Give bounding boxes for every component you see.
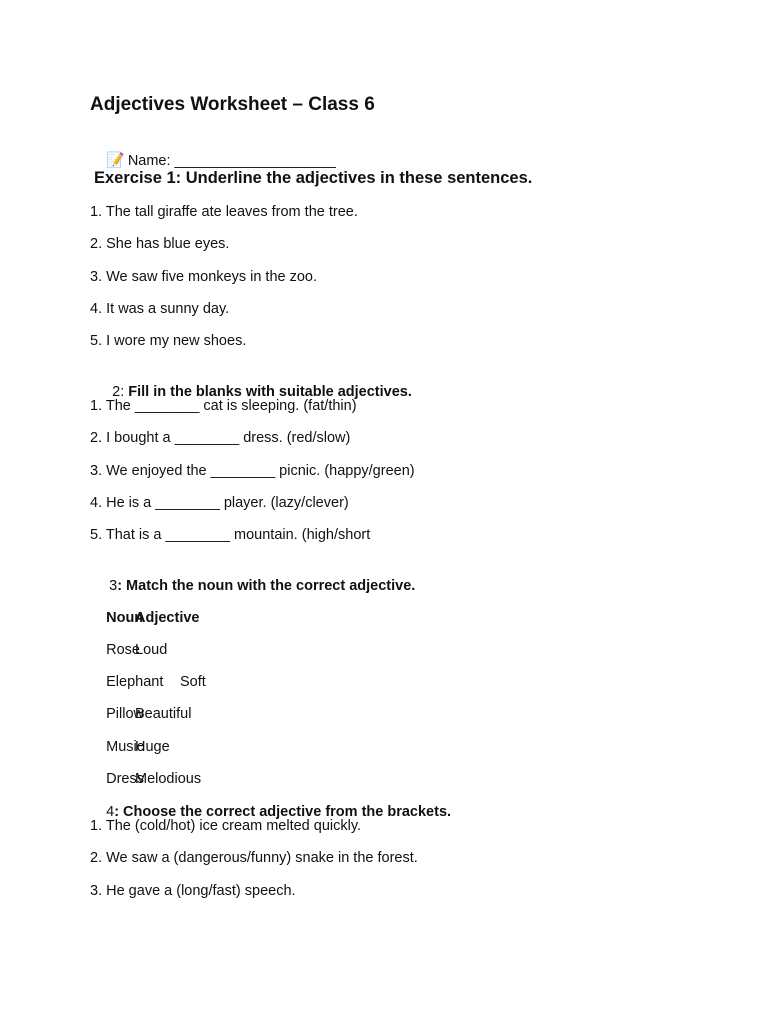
exercise4-item: 2. We saw a (dangerous/funny) snake in the forest. xyxy=(90,850,418,866)
match-adjective: Melodious xyxy=(135,771,202,787)
match-noun: Dress xyxy=(106,771,144,787)
match-header-adjective: Adjective xyxy=(135,610,200,626)
page-title: Adjectives Worksheet – Class 6 xyxy=(90,94,375,115)
exercise2-item: 3. We enjoyed the ________ picnic. (happy/green) xyxy=(90,463,415,479)
exercise2-title: Fill in the blanks with suitable adjectives. xyxy=(128,384,412,400)
exercise3-number: 3 xyxy=(109,578,118,594)
exercise2-item: 1. The ________ cat is sleeping. (fat/thin) xyxy=(90,398,357,414)
exercise2-number: 2: xyxy=(112,384,129,400)
match-noun: Rose xyxy=(106,642,140,658)
exercise1-item: 1. The tall giraffe ate leaves from the tree. xyxy=(90,204,358,220)
match-adjective: Huge xyxy=(135,739,170,755)
match-adjective: Soft xyxy=(180,674,206,690)
match-noun: Elephant xyxy=(106,674,164,690)
exercise1-item: 5. I wore my new shoes. xyxy=(90,333,247,349)
exercise4-item: 1. The (cold/hot) ice cream melted quickly. xyxy=(90,818,362,834)
exercise1-heading: Exercise 1: Underline the adjectives in these sentences. xyxy=(94,169,533,187)
exercise2-item: 4. He is a ________ player. (lazy/clever) xyxy=(90,495,349,511)
match-adjective: Beautiful xyxy=(135,706,192,722)
exercise4-item: 3. He gave a (long/fast) speech. xyxy=(90,883,296,899)
match-adjective: Loud xyxy=(135,642,168,658)
exercise1-item: 3. We saw five monkeys in the zoo. xyxy=(90,269,318,285)
match-noun: Pillow xyxy=(106,706,144,722)
exercise4-number: 4 xyxy=(106,804,115,820)
match-noun: Music xyxy=(106,739,144,755)
exercise4-title: : Choose the correct adjective from the brackets. xyxy=(114,804,452,820)
exercise2-item: 5. That is a ________ mountain. (high/short xyxy=(90,527,371,543)
exercise2-item: 2. I bought a ________ dress. (red/slow) xyxy=(90,430,351,446)
name-label: Name: ____________________ xyxy=(127,153,336,169)
memo-icon: 📝 xyxy=(106,152,125,169)
exercise3-title: : Match the noun with the correct adjective. xyxy=(117,578,416,594)
exercise1-item: 2. She has blue eyes. xyxy=(90,236,230,252)
exercise1-item: 4. It was a sunny day. xyxy=(90,301,230,317)
match-header-noun: Noun xyxy=(106,610,144,626)
